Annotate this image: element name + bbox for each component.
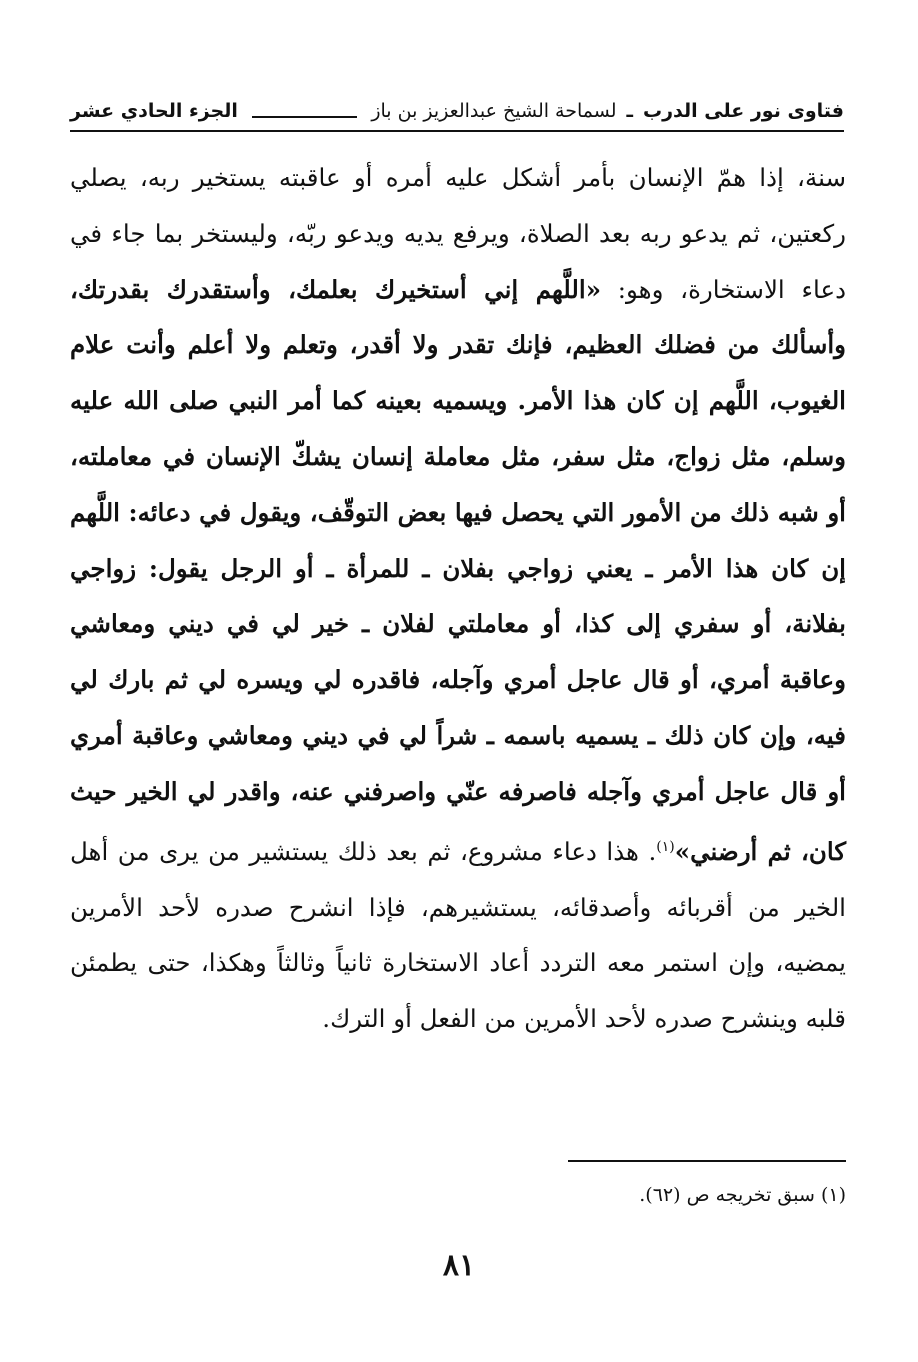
footnote-reference[interactable]: (١) (656, 838, 675, 855)
running-header: فتاوى نور على الدرب ـ لسماحة الشيخ عبدالعزيز بن باز الجزء الحادي عشر (70, 94, 844, 132)
intro-text: سنة، إذا همّ الإنسان بأمر أشكل عليه أمره أو عاقبته يستخير ربه، يصلي ركعتين، ثم يدعو ربه بعد الصلاة، ويرفع يديه ويدعو ربّه، وليستخر بما جاء في دعاء الاستخارة، وهو: (70, 163, 846, 304)
main-text (70, 150, 846, 1047)
page-number: ٨١ (442, 1248, 476, 1283)
author-name: لسماحة الشيخ عبدالعزيز بن باز (371, 100, 617, 122)
istikhara-dua: «اللَّهم إني أستخيرك بعلمك، وأستقدرك بقدرتك، وأسألك من فضلك العظيم، فإنك تقدر ولا أقدر، وتعلم ولا أعلم وأنت علام الغيوب، اللَّهم إن كان هذا الأمر. ويسميه بعينه كما أمر النبي صلى الله عليه وسلم، مثل زواج، مثل سفر، مثل معاملة إنسان يشكّ الإنسان في معاملته، أو شبه ذلك من الأمور التي يحصل فيها بعض التوقّف، ويقول في دعائه: اللَّهم إن كان هذا الأمر ـ يعني زواجي بفلان ـ للمرأة ـ أو الرجل يقول: زواجي بفلانة، أو سفري إلى كذا، أو معاملتي لفلان ـ خير لي في ديني ومعاشي وعاقبة أمري، أو قال عاجل أمري وآجله، فاقدره لي ويسره لي ثم بارك لي فيه، وإن كان ذلك ـ يسميه باسمه ـ شراً لي في ديني ومعاشي وعاقبة أمري أو قال عاجل أمري وآجله فاصرفه عنّي واصرفني عنه، واقدر لي الخير حيث كان، ثم أرضني» (70, 274, 847, 866)
fatwa-paragraph (70, 150, 846, 1047)
footnote: (١) سبق تخريجه ص (٦٢). (639, 1184, 846, 1206)
volume-label: الجزء الحادي عشر (70, 100, 238, 122)
book-title: فتاوى نور على الدرب (643, 100, 844, 122)
header-separator (252, 116, 357, 118)
outro-text: . هذا دعاء مشروع، ثم بعد ذلك يستشير من يرى من أهل الخير من أقربائه وأصدقائه، يستشيرهم، فإذا انشرح صدره لأحد الأمرين يمضيه، وإن استمر معه التردد أعاد الاستخارة ثانياً وثالثاً وهكذا، حتى يطمئن قلبه وينشرح صدره لأحد الأمرين من الفعل أو الترك. (70, 836, 846, 1034)
footnote-divider (568, 1160, 846, 1162)
